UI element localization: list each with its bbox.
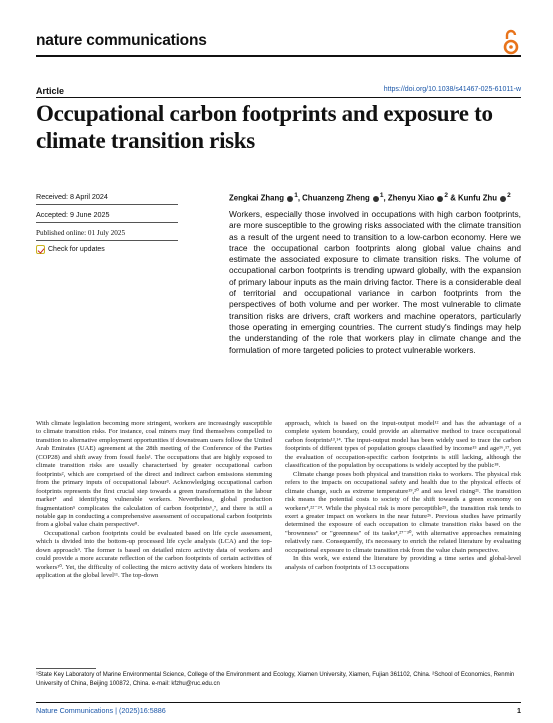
check-for-updates-label: Check for updates xyxy=(48,246,105,253)
meta-divider xyxy=(36,204,178,205)
affiliations xyxy=(36,671,521,688)
article-type: Article xyxy=(36,86,65,96)
abstract: Workers, especially those involved in occupations with high carbon footprints, are more susceptible to the growing risks associated with the climate transition as a result of the urgent need to transition to a low-carbon economy. Here we trace the occupational carbon footprints along global value chains and estimate the associated exposure to climate transition risks. The volume of occupational carbon footprints is trending upward globally, with the expansion of primary labour inputs as the main driving factor. There is a considerable deal of territorial and occupational variance in carbon footprints from the perspectives of both volume and per worker. The most vulnerable to climate transition risks are drivers, craft workers and machine operators, particularly those operating in emerging countries. The current study's findings may help the understanding of the role that workers play in climate change and the formulation of more targeted policies to protect vulnerable workers. xyxy=(229,209,521,355)
author-affil-sup: 2 xyxy=(507,192,511,199)
page-number: 1 xyxy=(517,706,521,715)
author-name[interactable]: Zhenyu Xiao xyxy=(387,193,435,203)
footer-rule xyxy=(36,702,521,703)
footnote-rule xyxy=(36,668,96,669)
author-name[interactable]: Zengkai Zhang xyxy=(229,193,285,203)
article-title: Occupational carbon footprints and exposure to climate transition risks xyxy=(36,101,493,153)
open-access-icon xyxy=(503,28,519,56)
journal-name: nature communications xyxy=(36,32,207,49)
author-affil-sup: 1 xyxy=(294,192,298,199)
doi-link[interactable]: https://doi.org/10.1038/s41467-025-61011-w xyxy=(383,86,521,93)
received-date: Received: 8 April 2024 xyxy=(36,192,108,201)
affiliation-text: ¹State Key Laboratory of Marine Environmental Science, College of the Environment and Ecology, Xiamen University, Xiamen, Fujian 361102, China. ²School of Economics, Renmin University of China, Beijing 100872, China. xyxy=(36,672,515,687)
orcid-icon[interactable] xyxy=(287,196,293,202)
orcid-icon[interactable] xyxy=(373,196,379,202)
check-for-updates-icon xyxy=(36,245,45,254)
meta-divider xyxy=(36,240,178,241)
orcid-icon[interactable] xyxy=(500,196,506,202)
corresponding-email[interactable]: e-mail: kfzhu@ruc.edu.cn xyxy=(151,680,220,687)
orcid-icon[interactable] xyxy=(437,196,443,202)
published-date: Published online: 01 July 2025 xyxy=(36,229,126,237)
author-affil-sup: 2 xyxy=(444,192,449,199)
author-list: Zengkai Zhang $^1$, Chuanzeng Zheng $^1$, Zhenyu Xiao $^2$ & Kunfu Zhu $^2$ xyxy=(229,192,511,203)
body-paragraph: In this work, we extend the literature by providing a time series and global-level analysis of carbon footprints of 13 occupations xyxy=(285,555,521,571)
body-column-right xyxy=(285,420,521,572)
body-paragraph: With climate legislation becoming more stringent, workers are increasingly susceptible to climate transition risks. For instance, coal miners may find themselves compelled to transition to alternative employment opportunities if downstream users follow the United Arab Emirates (UAE) agreement at the 28th meeting of the Conference of the Parties (COP28) and shift away from fossil fuels¹. The occupations that are highly exposed to climate transition risks are usually characterised by greater occupational carbon footprints², which are comprised of the direct and indirect carbon emissions stemming from the primary inputs of occupational labour³. Acknowledging occupational carbon footprints represents the first crucial step towards a green transformation in the labour market⁴ and identifying vulnerable workers. Nevertheless, global production fragmentation⁵ complicates the calculation of carbon footprints⁶,⁷, and there is still a notable gap in conducting a comprehensive assessment of occupational carbon footprints from a global value chain perspective⁸. xyxy=(36,420,272,529)
body-paragraph: Climate change poses both physical and transition risks to workers. The physical risk refers to the impacts on occupational safety and health due to the physical effects of climate change, such as extreme temperature¹⁹,²⁰ and sea level rising²¹. The transition risk means the potential costs to society of the shift towards a green economy on workers⁴,²²⁻²⁴. While the physical risk is more perceptible²⁵, the transition risk tends to exert a greater impact on workers in the near future²⁶. Previous studies have primarily determined the exposure of each occupation to climate transition risks based on the "brownness" or "greenness" of its tasks⁴,²⁷⁻³⁰, with alternative approaches remaining relatively rare. Consequently, it's necessary to enrich the related literature by evaluating occupational exposure to climate transition risk from the value chain perspective. xyxy=(285,470,521,554)
header-rule xyxy=(36,55,521,57)
body-paragraph: Occupational carbon footprints could be evaluated based on life cycle assessment, which is divided into the bottom-up processed life cycle analysis (LCA) and the top-down approach⁹. The former is based on detailed micro activity data of workers and could provide a more accurate reflection of the carbon footprints of certain activities of workers¹⁰. Yet, the difficulty of collecting the micro activity data of workers hinders its application at the global level¹¹. The top-down xyxy=(36,529,272,580)
accepted-date: Accepted: 9 June 2025 xyxy=(36,210,110,219)
check-for-updates-button[interactable] xyxy=(36,245,105,254)
body-paragraph: approach, which is based on the input-output model¹² and has the advantage of a complete system boundary, could provide an alternative method to trace occupational carbon footprints¹³,¹⁴. The input-output model has been widely used to trace the carbon footprints of different types of population groups classified by income¹⁵ and age¹⁶,¹⁷, yet the evaluation of occupation-specific carbon footprints is still lacking, although the classification of the population by occupations is widely accepted by the public¹⁸. xyxy=(285,420,521,470)
article-rule xyxy=(36,97,521,98)
author-affil-sup: 1 xyxy=(379,192,384,199)
meta-divider xyxy=(36,222,178,223)
author-name[interactable]: Chuanzeng Zheng xyxy=(302,193,370,203)
author-name[interactable]: Kunfu Zhu xyxy=(458,193,497,203)
journal-citation[interactable]: Nature Communications | (2025)16:5886 xyxy=(36,706,166,715)
body-column-left xyxy=(36,420,272,581)
